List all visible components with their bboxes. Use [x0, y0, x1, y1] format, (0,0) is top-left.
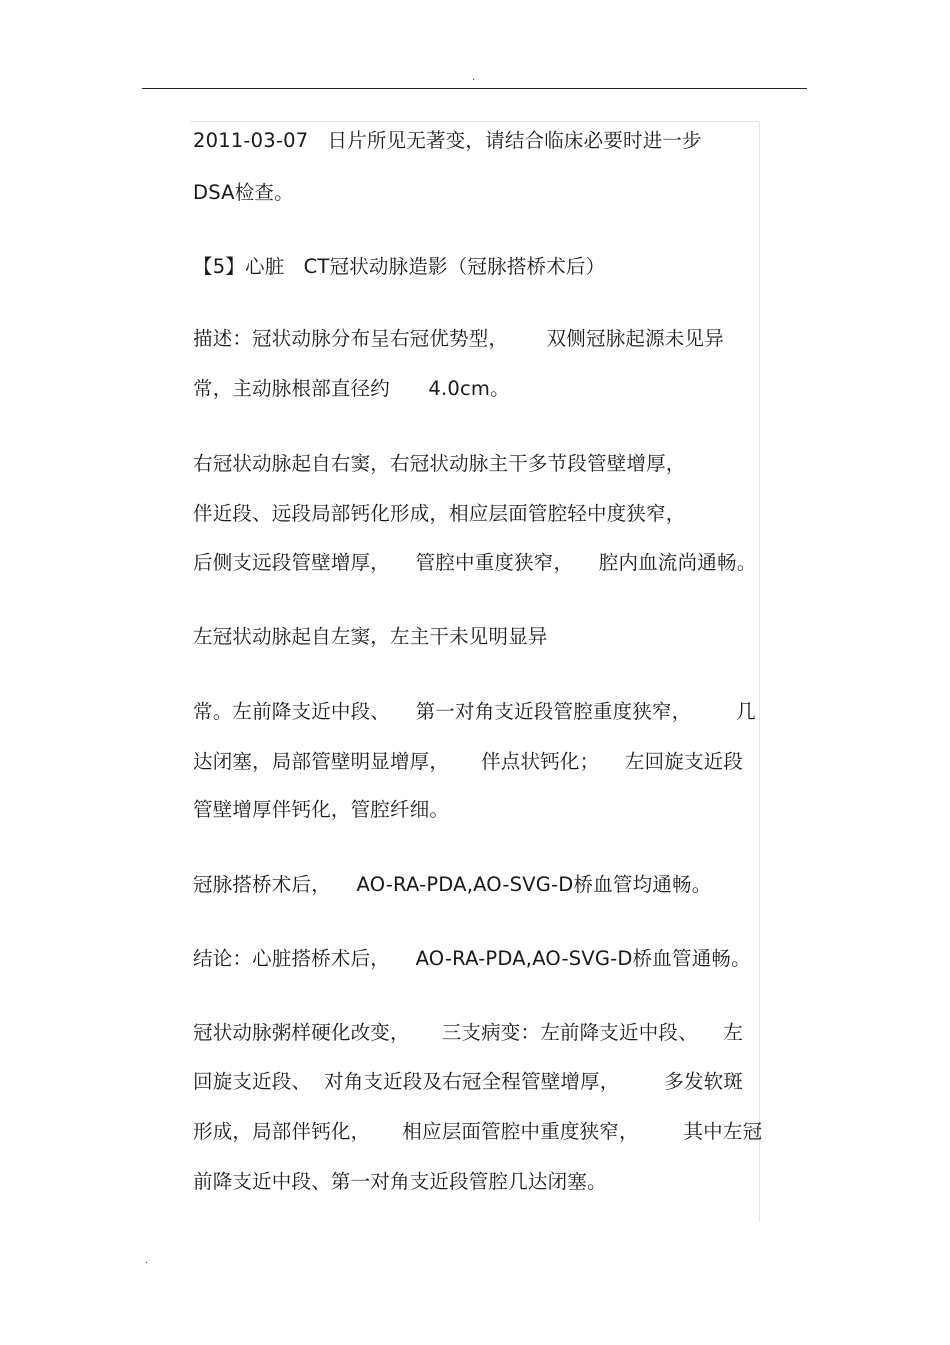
text-line: 2011-03-07 日片所见无著变，请结合临床必要时进一步	[193, 129, 702, 152]
text-line: 结论：心脏搭桥术后， AO-RA-PDA,AO-SVG-D桥血管通畅。	[193, 947, 751, 970]
text-line: 回旋支近段、 对角支近段及右冠全程管壁增厚， 多发软斑	[193, 1070, 744, 1093]
header-mark: .	[472, 72, 476, 83]
content-frame	[190, 121, 763, 1222]
text-line: 右冠状动脉起自右窦，右冠状动脉主干多节段管壁增厚，	[193, 452, 686, 475]
text-line: 管壁增厚伴钙化，管腔纤细。	[193, 798, 450, 821]
footer-mark: .	[145, 1255, 149, 1266]
text-line: DSA检查。	[193, 181, 294, 204]
section-heading: 【5】心脏 CT冠状动脉造影（冠脉搭桥术后）	[193, 255, 606, 278]
text-line: 形成，局部伴钙化， 相应层面管腔中重度狭窄， 其中左冠	[193, 1120, 763, 1143]
text-line: 常。左前降支近中段、 第一对角支近段管腔重度狭窄， 几	[193, 700, 756, 723]
text-line: 左冠状动脉起自左窦，左主干未见明显异	[193, 625, 548, 648]
header-rule	[142, 88, 807, 89]
text-line: 冠状动脉粥样硬化改变， 三支病变：左前降支近中段、 左	[193, 1021, 744, 1044]
text-line: 伴近段、远段局部钙化形成，相应层面管腔轻中度狭窄，	[193, 502, 686, 525]
text-line: 冠脉搭桥术后， AO-RA-PDA,AO-SVG-D桥血管均通畅。	[193, 873, 712, 896]
text-line: 后侧支远段管壁增厚， 管腔中重度狭窄， 腔内血流尚通畅。	[193, 551, 757, 574]
text-line: 达闭塞，局部管壁明显增厚， 伴点状钙化； 左回旋支近段	[193, 750, 744, 773]
text-line: 常，主动脉根部直径约 4.0cm。	[193, 377, 510, 400]
text-line: 描述：冠状动脉分布呈右冠优势型， 双侧冠脉起源未见异	[193, 327, 724, 350]
text-line: 前降支近中段、第一对角支近段管腔几达闭塞。	[193, 1170, 607, 1193]
